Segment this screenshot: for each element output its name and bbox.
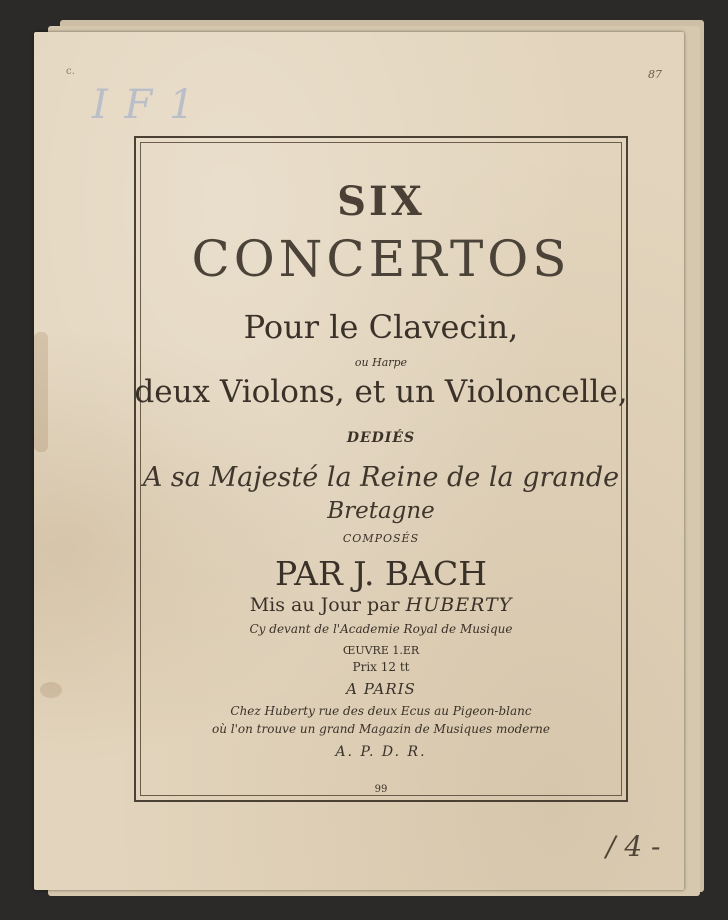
dedication-heading: DEDIÉS	[346, 430, 416, 446]
publisher-credential: Cy devant de l'Academie Royal de Musique	[249, 622, 513, 636]
instrument-line-harpe: ou Harpe	[354, 356, 408, 369]
publisher-name: HUBERTY	[405, 594, 513, 616]
title-six: SIX	[337, 178, 425, 225]
title-concertos: CONCERTOS	[191, 230, 571, 288]
opus-number: ŒUVRE 1.ER	[342, 644, 420, 657]
privilege-mark: A. P. D. R.	[335, 744, 427, 760]
instrument-line-clavecin: Pour le Clavecin,	[243, 308, 519, 346]
paper-stain	[34, 332, 48, 452]
imprint-city: A PARIS	[346, 680, 416, 698]
composer-name: PAR J. BACH	[274, 554, 488, 593]
imprint-shop: où l'on trouve un grand Magazin de Musiques moderne	[212, 722, 550, 736]
plate-number: 99	[374, 784, 388, 795]
corner-mark: c.	[66, 66, 75, 77]
instrument-line-violons: deux Violons, et un Violoncelle,	[134, 374, 628, 410]
bottom-ink-mark: / 4 -	[606, 830, 661, 863]
publisher-line	[134, 594, 628, 616]
dedication-line: A sa Majesté la Reine de la grande	[142, 462, 620, 493]
composed-heading: COMPOSÉS	[342, 532, 420, 545]
publisher-prefix: Mis au Jour par	[249, 594, 400, 616]
dedication-line-bretagne: Bretagne	[327, 498, 435, 524]
folio-number: 87	[648, 68, 662, 81]
paper-stain	[40, 682, 62, 698]
pencil-shelfmark: I F 1	[92, 82, 197, 128]
title-text-block	[134, 0, 628, 920]
price: Prix 12 tt	[352, 660, 410, 674]
imprint-address: Chez Huberty rue des deux Ecus au Pigeon-blanc	[230, 704, 532, 718]
